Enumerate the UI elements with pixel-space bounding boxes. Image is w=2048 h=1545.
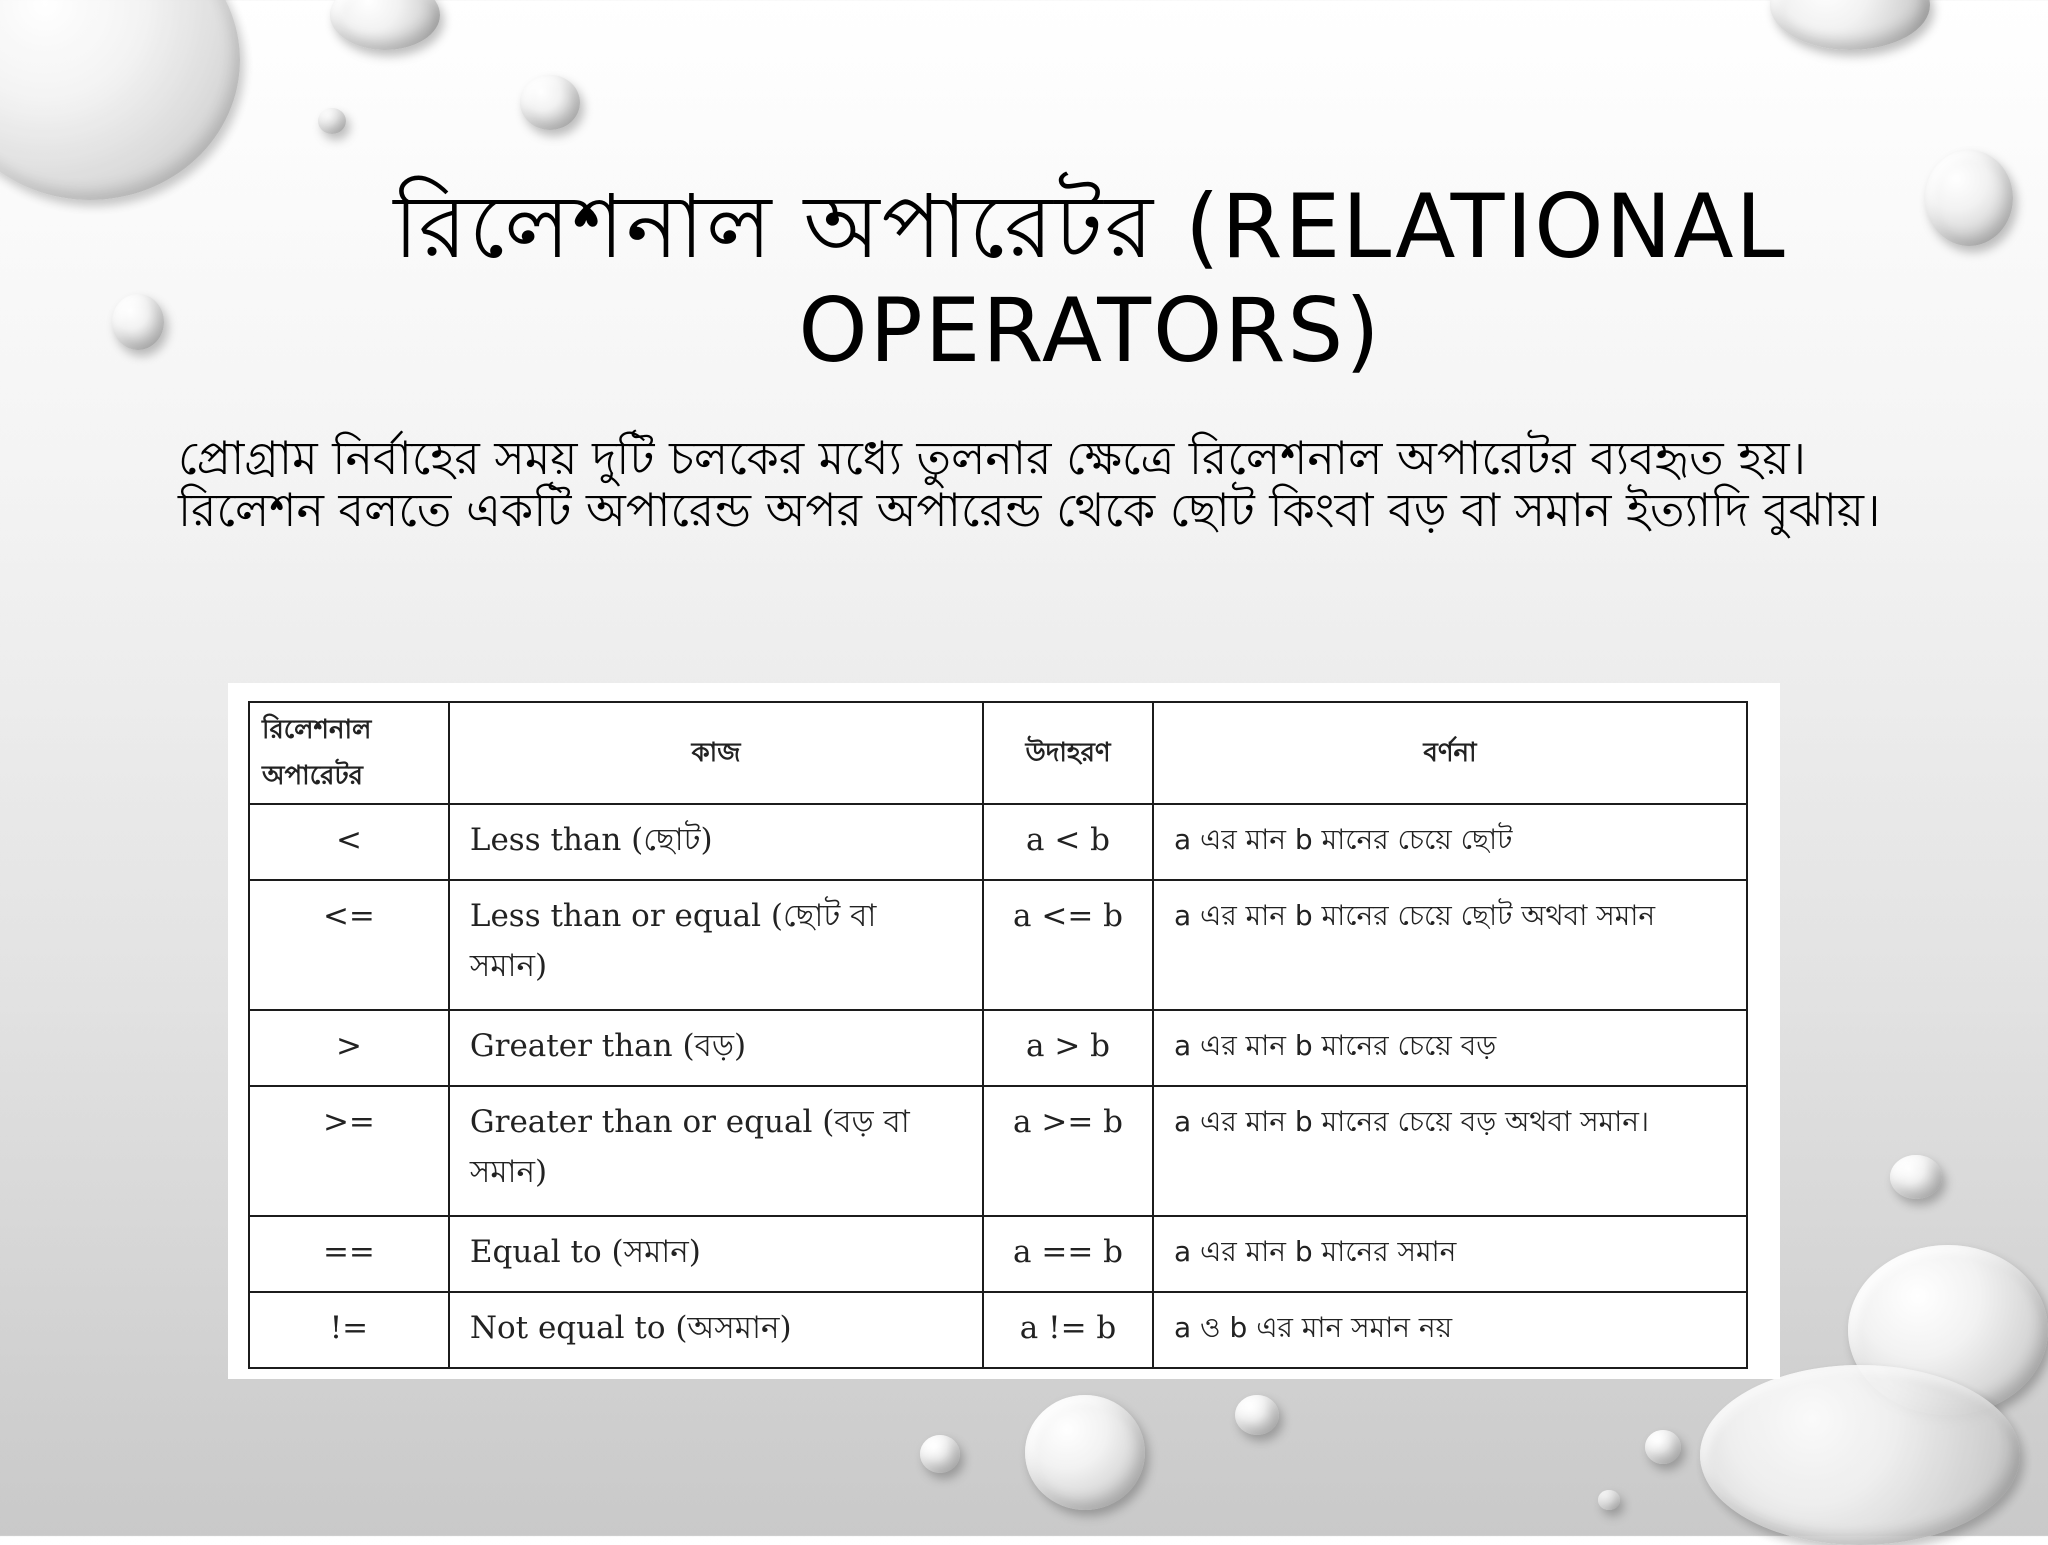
water-drop-decoration <box>920 1435 960 1473</box>
task-cell: Less than or equal (ছোট বা সমান) <box>449 880 983 1010</box>
water-drop-decoration <box>330 0 440 50</box>
header-task: কাজ <box>449 702 983 804</box>
water-drop-decoration <box>520 75 580 130</box>
table-header-row <box>249 702 1747 804</box>
table-row <box>249 880 1747 1010</box>
task-cell: Equal to (সমান) <box>449 1216 983 1292</box>
operator-cell: < <box>249 804 449 880</box>
slide-body-text: প্রোগ্রাম নির্বাহের সময় দুটি চলকের মধ্যে তুলনার ক্ষেত্রে রিলেশনাল অপারেটর ব্যবহৃত হয়। রিলেশন বলতে একটি অপারেন্ড অপর অপারেন্ড থেকে ছোট কিংবা বড় বা সমান ইত্যাদি বুঝায়। <box>178 431 1881 537</box>
description-cell: a এর মান b মানের চেয়ে ছোট <box>1153 804 1747 880</box>
table-row <box>249 1216 1747 1292</box>
water-drop-decoration <box>1700 1365 2020 1545</box>
table-row <box>249 1292 1747 1368</box>
water-drop-decoration <box>1925 150 2013 246</box>
description-cell: a ও b এর মান সমান নয় <box>1153 1292 1747 1368</box>
water-drop-decoration <box>1645 1430 1681 1464</box>
header-example: উদাহরণ <box>983 702 1153 804</box>
header-operator: রিলেশনাল অপারেটর <box>249 702 449 804</box>
water-drop-decoration <box>318 108 346 134</box>
description-cell: a এর মান b মানের চেয়ে ছোট অথবা সমান <box>1153 880 1747 1010</box>
description-cell: a এর মান b মানের চেয়ে বড় <box>1153 1010 1747 1086</box>
water-drop-decoration <box>1025 1395 1145 1510</box>
water-drop-decoration <box>1235 1395 1279 1435</box>
operator-table-image <box>228 683 1780 1379</box>
example-cell: a >= b <box>983 1086 1153 1216</box>
water-drop-decoration <box>1890 1155 1942 1199</box>
task-cell: Greater than (বড়) <box>449 1010 983 1086</box>
relational-operators-table <box>248 701 1748 1369</box>
task-cell: Greater than or equal (বড় বা সমান) <box>449 1086 983 1216</box>
example-cell: a <= b <box>983 880 1153 1010</box>
header-description: বর্ণনা <box>1153 702 1747 804</box>
description-cell: a এর মান b মানের সমান <box>1153 1216 1747 1292</box>
example-cell: a != b <box>983 1292 1153 1368</box>
task-cell: Not equal to (অসমান) <box>449 1292 983 1368</box>
operator-cell: != <box>249 1292 449 1368</box>
example-cell: a < b <box>983 804 1153 880</box>
water-drop-decoration <box>1598 1490 1620 1510</box>
operator-cell: > <box>249 1010 449 1086</box>
example-cell: a > b <box>983 1010 1153 1086</box>
table-row <box>249 1086 1747 1216</box>
table-row <box>249 1010 1747 1086</box>
water-drop-decoration <box>0 0 240 200</box>
task-cell: Less than (ছোট) <box>449 804 983 880</box>
water-drop-decoration <box>112 294 164 350</box>
example-cell: a == b <box>983 1216 1153 1292</box>
description-cell: a এর মান b মানের চেয়ে বড় অথবা সমান। <box>1153 1086 1747 1216</box>
operator-cell: >= <box>249 1086 449 1216</box>
operator-cell: <= <box>249 880 449 1010</box>
operator-cell: == <box>249 1216 449 1292</box>
table-row <box>249 804 1747 880</box>
slide-title: রিলেশনাল অপারেটর (RELATIONAL OPERATORS) <box>393 175 1787 382</box>
water-drop-decoration <box>1770 0 1930 50</box>
